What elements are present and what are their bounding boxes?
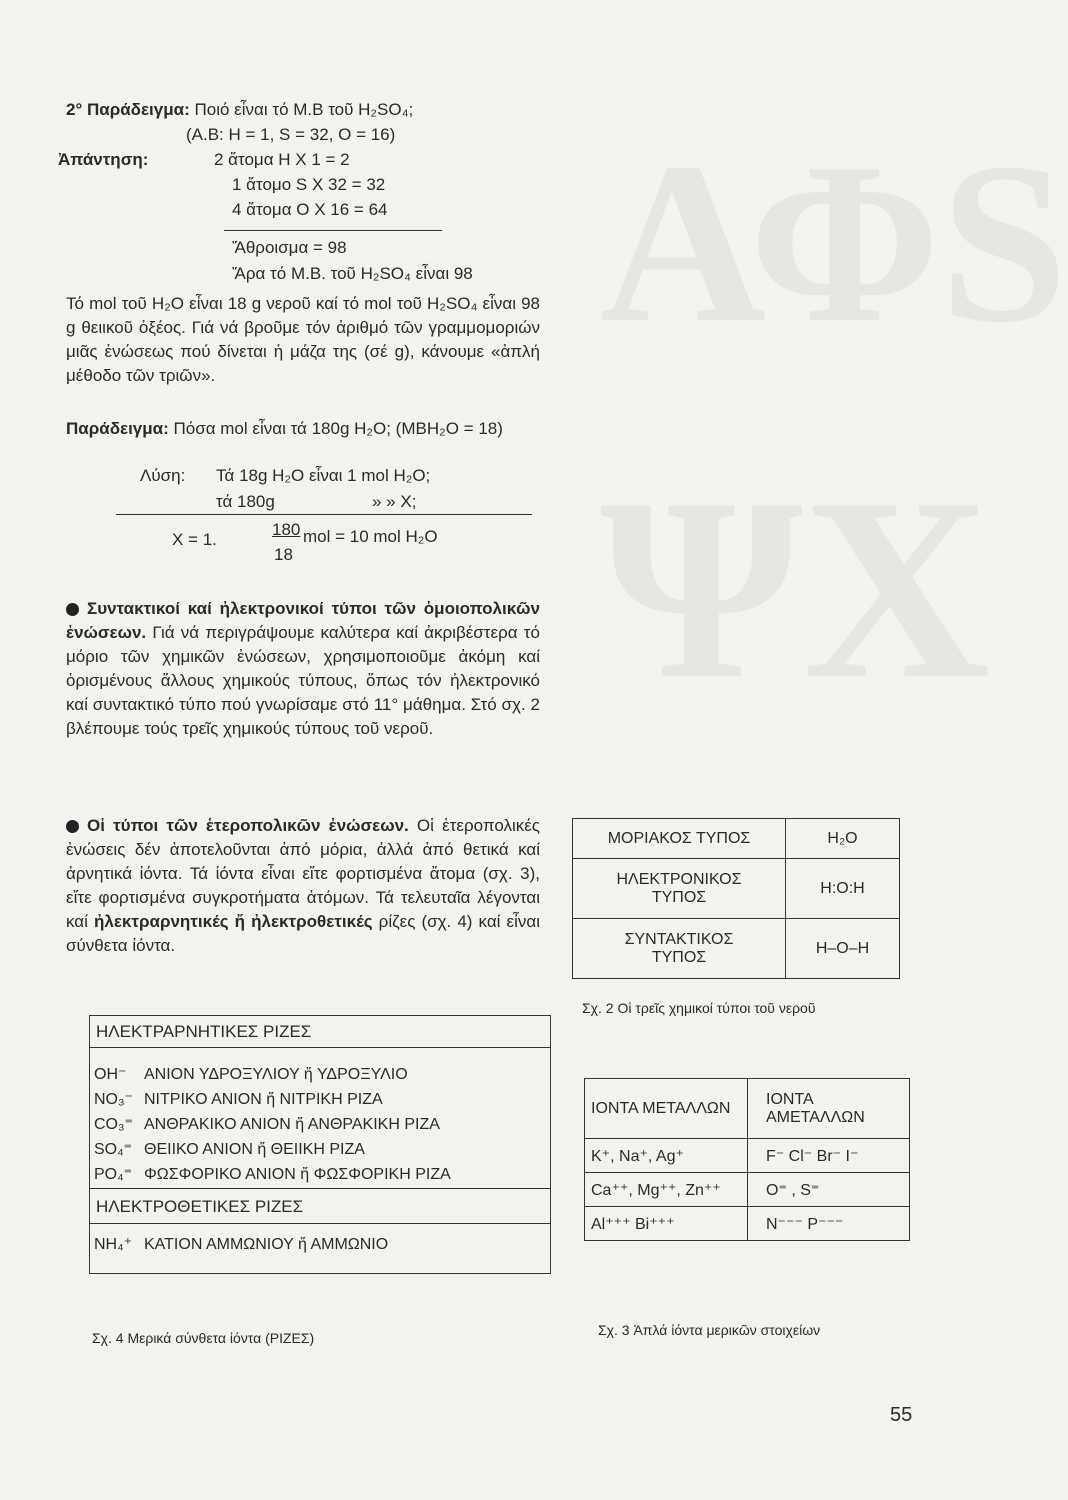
fig4-neg-sym: CO₃⁼: [94, 1116, 133, 1133]
fraction-numerator: 180: [272, 520, 301, 539]
fig2-value-electronic: H:O:H: [786, 859, 900, 919]
fig3-header-metals: ΙΟΝΤΑ ΜΕΤΑΛΛΩΝ: [585, 1079, 748, 1139]
ionic-section: [66, 814, 540, 958]
solution-line-2-left: τά 180g: [216, 492, 275, 511]
ionic-tail: ρίζες (σχ. 4) καί εἶναι σύνθετα ἰόντα.: [66, 912, 540, 955]
fig4-neg-name: ΦΩΣΦΟΡΙΚΟ ΑΝΙΟΝ ἤ ΦΩΣΦΟΡΙΚΗ ΡΙΖΑ: [144, 1166, 451, 1183]
fig2-caption: Σχ. 2 Οἱ τρεῖς χημικοί τύποι τοῦ νεροῦ: [582, 1000, 816, 1016]
fig4-title-negative: ΗΛΕΚΤΡΑΡΝΗΤΙΚΕΣ ΡΙΖΕΣ: [90, 1016, 550, 1048]
covalent-heading: Συντακτικοί καί ἠλεκτρονικοί τύποι τῶν ὁμοιοπολικῶν ἐνώσεων.: [66, 599, 540, 642]
example1-given: (Α.Β: H = 1, S = 32, O = 16): [186, 125, 396, 144]
x-lhs: X = 1.: [172, 530, 217, 549]
fig4-neg-sym: SO₄⁼: [94, 1141, 133, 1158]
ionic-bold-terms: ἠλεκτραρνητικές ἤ ἠλεκτροθετικές: [94, 912, 373, 931]
fig2-label-electronic: ΗΛΕΚΤΡΟΝΙΚΟΣ ΤΥΠΟΣ: [573, 859, 786, 919]
fig3-row3-metals: Al⁺⁺⁺ Bi⁺⁺⁺: [585, 1207, 748, 1241]
fig4-neg-sym: OH⁻: [94, 1066, 127, 1083]
fig3-row2-nonmetals: O⁼ , S⁼: [748, 1173, 910, 1207]
answer-label: Ἀπάντηση:: [58, 150, 149, 169]
solution-line-1: Τά 18g H₂O εἶναι 1 mol H₂O;: [216, 466, 431, 485]
bleed-through-ghost-2: ΨΧ: [600, 445, 991, 733]
fig3-row3-nonmetals: N⁻⁻⁻ P⁻⁻⁻: [748, 1207, 910, 1241]
sum-line: Ἄθροισμα = 98: [232, 238, 347, 257]
example2-question: Πόσα mol εἶναι τά 180g H₂O; (MBH₂O = 18): [173, 419, 503, 438]
example1-label: 2° Παράδειγμα:: [66, 100, 190, 119]
fraction-denominator: 18: [274, 545, 293, 564]
covalent-section: [66, 597, 540, 741]
example2-question-block: [66, 417, 540, 441]
bullet-icon: [66, 820, 79, 833]
fig4-box: [89, 1015, 551, 1274]
fig4-caption: Σχ. 4 Μερικά σύνθετα ἰόντα (ΡΙΖΕΣ): [92, 1330, 315, 1346]
page-number: 55: [890, 1404, 913, 1426]
solution-line-2-right: » » X;: [372, 492, 417, 511]
fig4-title-positive: ΗΛΕΚΤΡΟΘΕΤΙΚΕΣ ΡΙΖΕΣ: [90, 1188, 550, 1224]
x-rhs: mol = 10 mol H₂O: [303, 527, 438, 546]
solution-divider: [116, 514, 532, 515]
example1-question: Ποιό εἶναι τό Μ.Β τοῦ H₂SO₄;: [194, 100, 414, 119]
fig4-negative-list: [90, 1062, 550, 1187]
fig4-neg-name: ΑΝΘΡΑΚΙΚΟ ΑΝΙΟΝ ἤ ΑΝΘΡΑΚΙΚΗ ΡΙΖΑ: [144, 1116, 440, 1133]
fig4-neg-row: [90, 1087, 550, 1112]
bullet-icon: [66, 603, 79, 616]
solution-label: Λύση:: [140, 466, 186, 485]
fig2-label-structural: ΣΥΝΤΑΚΤΙΚΟΣ ΤΥΠΟΣ: [573, 919, 786, 979]
fig2-table: [572, 818, 900, 979]
fig4-neg-name: ΑΝΙΟΝ ΥΔΡΟΞΥΛΙΟΥ ἤ ΥΔΡΟΞΥΛΙΟ: [144, 1066, 408, 1083]
fig4-neg-name: ΘΕΙΙΚΟ ΑΝΙΟΝ ἤ ΘΕΙΙΚΗ ΡΙΖΑ: [144, 1141, 365, 1158]
fig4-neg-sym: NO₃⁻: [94, 1091, 133, 1108]
fig4-neg-name: ΝΙΤΡΙΚΟ ΑΝΙΟΝ ἤ ΝΙΤΡΙΚΗ ΡΙΖΑ: [144, 1091, 383, 1108]
fig3-row1-nonmetals: F⁻ Cl⁻ Br⁻ I⁻: [748, 1139, 910, 1173]
fig4-neg-row: [90, 1112, 550, 1137]
fig4-neg-sym: PO₄⁼: [94, 1166, 133, 1183]
fig3-row1-metals: K⁺, Na⁺, Ag⁺: [585, 1139, 748, 1173]
example2-label: Παράδειγμα:: [66, 419, 169, 438]
fig4-positive-list: [90, 1232, 550, 1257]
fig3-row2-metals: Ca⁺⁺, Mg⁺⁺, Zn⁺⁺: [585, 1173, 748, 1207]
mol-paragraph: Τό mol τοῦ H₂O εἶναι 18 g νεροῦ καί τό mol τοῦ H₂SO₄ εἶναι 98 g θειικοῦ ὀξέος. Γιά νά βροῦμε τόν ἀριθμό τῶν γραμμομοριών μιᾶς ἐνώσεως πού δίνεται ἡ μάζα της (σέ g), κάνουμε «ἁπλή μέθοδο τῶν τριῶν».: [66, 294, 540, 385]
fig4-neg-row: [90, 1137, 550, 1162]
ionic-heading: Οἱ τύποι τῶν ἑτεροπολικῶν ἐνώσεων.: [87, 816, 409, 835]
fig4-neg-row: [90, 1062, 550, 1087]
result-line: Ἄρα τό Μ.Β. τοῦ H₂SO₄ εἶναι 98: [232, 264, 473, 283]
fig3-caption: Σχ. 3 Ἁπλά ἰόντα μερικῶν στοιχείων: [598, 1322, 821, 1338]
answer-line-2: 1 ἄτομο S X 32 = 32: [232, 175, 386, 194]
fig2-label-molecular: ΜΟΡΙΑΚΟΣ ΤΥΠΟΣ: [573, 819, 786, 859]
fig4-pos-row: [90, 1232, 550, 1257]
fig3-table: [584, 1078, 910, 1241]
fig4-pos-sym: NH₄⁺: [94, 1236, 133, 1253]
fig4-pos-name: ΚΑΤΙΟΝ ΑΜΜΩΝΙΟΥ ἤ ΑΜΜΩΝΙΟ: [144, 1236, 389, 1253]
answer-line-1: 2 ἄτομα Η Χ 1 = 2: [214, 150, 350, 169]
sum-divider: [224, 230, 442, 231]
fig2-value-structural: H–O–H: [786, 919, 900, 979]
fig3-header-nonmetals: ΙΟΝΤΑ ΑΜΕΤΑΛΛΩΝ: [748, 1079, 910, 1139]
fig4-neg-row: [90, 1162, 550, 1187]
bleed-through-ghost: ΑΦS: [600, 115, 1068, 370]
covalent-body: Γιά νά περιγράψουμε καλύτερα καί ἀκριβέστερα τό μόριο τῶν χημικῶν ἐνώσεων, χρησιμοποιοῦμε ἀκόμη καί ὁρισμένους ἄλλους χημικούς τύπους, ὅπως τόν ἠλεκτρονικό καί συντακτικό τύπο πού γνωρίσαμε στό 11° μάθημα. Στό σχ. 2 βλέπουμε τούς τρεῖς χημικούς τύπους τοῦ νεροῦ.: [66, 623, 540, 738]
example1-question-line: [66, 100, 413, 120]
fig2-value-molecular: H₂O: [786, 819, 900, 859]
ionic-body: Οἱ ἑτεροπολικές ἐνώσεις δέν ἀποτελοῦνται ἀπό μόρια, ἀλλά ἀπό θετικά καί ἀρνητικά ἰόντα. Τά ἰόντα εἶναι εἴτε φορτισμένα ἄτομα (σχ. 3), εἴτε φορτισμένα συγκροτήματα ἀτόμων. Τά τελευταῖα λέγονται καί: [66, 816, 540, 931]
answer-line-3: 4 ἄτομα Ο Χ 16 = 64: [232, 200, 388, 219]
